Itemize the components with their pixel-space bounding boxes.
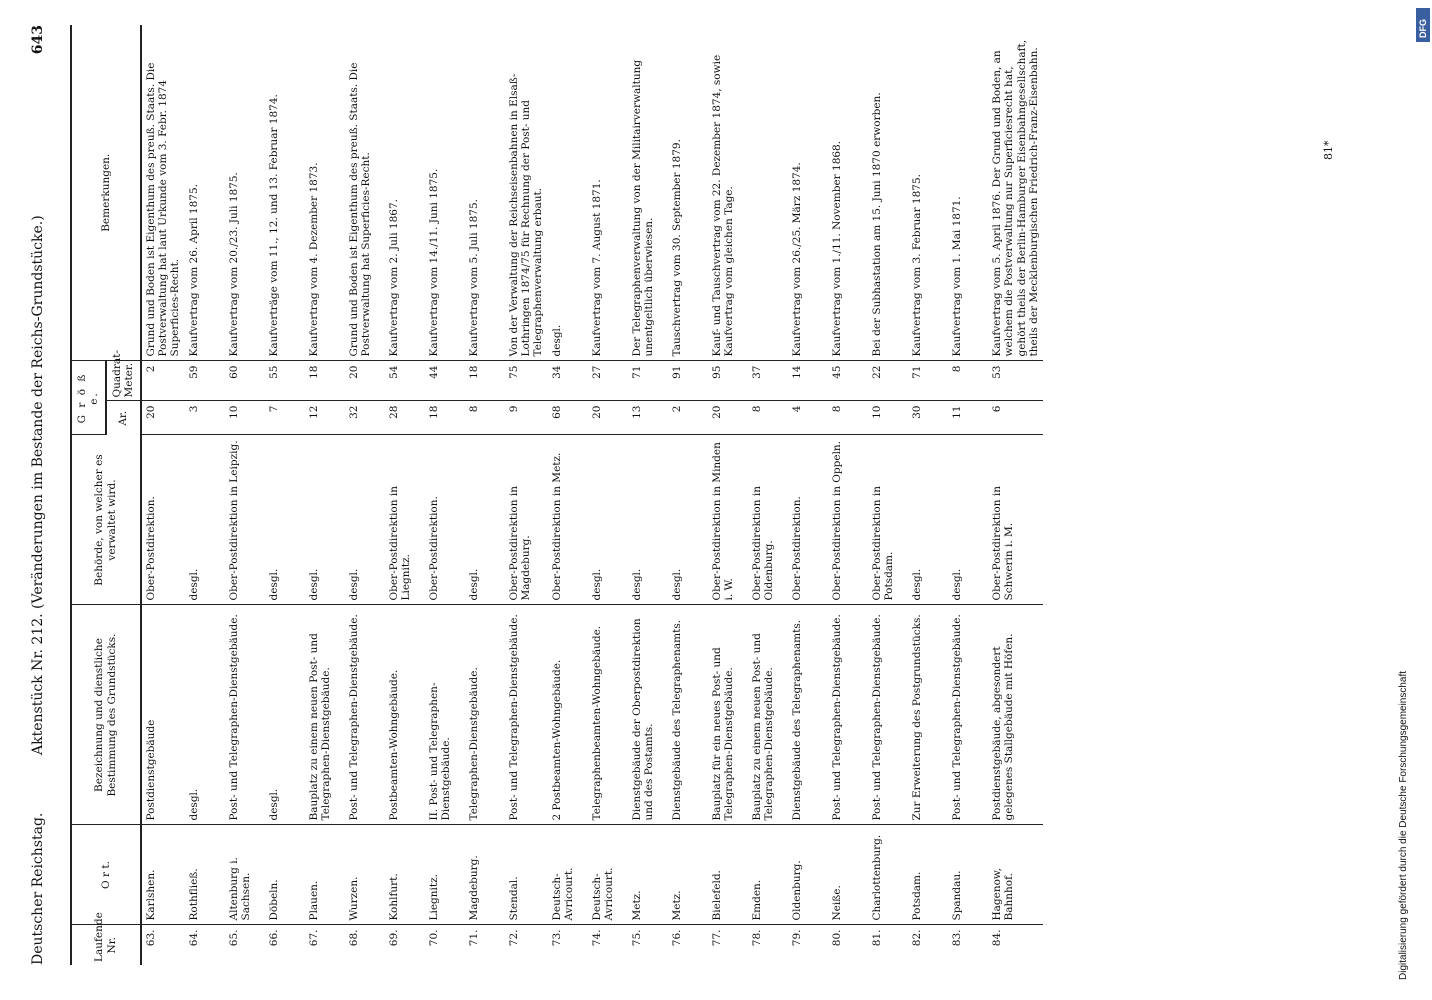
cell-ort: Neiße.	[828, 825, 868, 925]
cell-qm: 53	[988, 361, 1044, 401]
cell-nr: 68.	[347, 929, 360, 947]
cell-bezeichnung: Telegraphenbeamten-Wohngebäude.	[588, 605, 628, 825]
table-row	[948, 25, 988, 965]
cell-nr: 73.	[550, 929, 563, 947]
cell-bemerkungen	[748, 25, 788, 361]
side-note-text: Digitalisierung gefördert durch die Deutsche Forschungsgemeinschaft	[1398, 670, 1409, 980]
cell-behoerde: Ober-Postdirektion.	[425, 435, 465, 605]
cell-ar: 12	[305, 401, 345, 435]
cell-qm: 54	[385, 361, 425, 401]
cell-ar: 10	[868, 401, 908, 435]
cell-bezeichnung: Zur Erweiterung des Postgrundstücks.	[908, 605, 948, 825]
table-row	[828, 25, 868, 965]
cell-nr: 79.	[790, 929, 803, 947]
cell-ort: Spandau.	[948, 825, 988, 925]
table-body	[141, 25, 1044, 965]
cell-ort: Döbeln.	[265, 825, 305, 925]
cell-ar: 8	[828, 401, 868, 435]
table-row	[385, 25, 425, 965]
cell-qm: 18	[305, 361, 345, 401]
cell-nr: 83.	[950, 929, 963, 947]
cell-behoerde: desgl.	[305, 435, 345, 605]
cell-ort: Charlottenburg.	[868, 825, 908, 925]
cell-ar: 8	[748, 401, 788, 435]
cell-nr: 81.	[870, 929, 883, 947]
cell-bemerkungen: desgl.	[548, 25, 588, 361]
cell-ar: 3	[185, 401, 225, 435]
cell-qm: 60	[225, 361, 265, 401]
col-header-ort: O r t.	[71, 825, 141, 925]
cell-nr: 77.	[710, 929, 723, 947]
cell-behoerde: desgl.	[668, 435, 708, 605]
cell-ort: Rothfließ.	[185, 825, 225, 925]
table-row	[345, 25, 385, 965]
cell-ar: 20	[708, 401, 748, 435]
cell-bezeichnung: Postdienstgebäude	[141, 605, 185, 825]
cell-behoerde: Ober-Postdirektion in Minden i. W.	[708, 435, 748, 605]
cell-qm: 71	[628, 361, 668, 401]
page-number: 643	[30, 25, 46, 55]
table-header-row	[71, 25, 106, 965]
cell-qm: 14	[788, 361, 828, 401]
cell-bezeichnung: Post- und Telegraphen-Dienstgebäude.	[345, 605, 385, 825]
cell-behoerde: desgl.	[185, 435, 225, 605]
cell-behoerde: Ober-Postdirektion in Schwerin i. M.	[988, 435, 1044, 605]
cell-bemerkungen: Kaufvertrag vom 20./23. Juli 1875.	[225, 25, 265, 361]
cell-behoerde: desgl.	[908, 435, 948, 605]
cell-ar: 13	[628, 401, 668, 435]
cell-ort: Deutsch-Avricourt.	[548, 825, 588, 925]
cell-bemerkungen: Kaufvertrag vom 5. April 1876. Der Grund und Boden, an welchem die Postverwaltung nur Superficiesrecht hat, gehört theils der Berlin-Hamburger Eisenbahngesellschaft, theils der Mecklenburgischen Friedrich-Franz-Eisenbahn.	[988, 25, 1044, 361]
table-row	[988, 25, 1044, 965]
cell-nr: 82.	[910, 929, 923, 947]
cell-nr: 66.	[267, 929, 280, 947]
cell-qm: 34	[548, 361, 588, 401]
cell-ar: 68	[548, 401, 588, 435]
table-row	[748, 25, 788, 965]
cell-qm: 8	[948, 361, 988, 401]
table-row	[588, 25, 628, 965]
cell-ort: Deutsch-Avricourt.	[588, 825, 628, 925]
dfg-logo	[1416, 8, 1430, 42]
cell-behoerde: Ober-Postdirektion in Oldenburg.	[748, 435, 788, 605]
cell-behoerde: Ober-Postdirektion in Metz.	[548, 435, 588, 605]
cell-bezeichnung: Postbeamten-Wohngebäude.	[385, 605, 425, 825]
cell-behoerde: desgl.	[628, 435, 668, 605]
cell-nr: 80.	[830, 929, 843, 947]
cell-ar: 10	[225, 401, 265, 435]
side-note	[1398, 670, 1418, 1000]
col-header-bezeichnung: Bezeichnung und dienstliche Bestimmung des Grundstücks.	[71, 605, 141, 825]
cell-nr: 84.	[990, 929, 1003, 947]
cell-ort: Altenburg i. Sachsen.	[225, 825, 265, 925]
cell-qm: 59	[185, 361, 225, 401]
cell-bemerkungen: Kaufvertrag vom 26./25. März 1874.	[788, 25, 828, 361]
cell-behoerde: Ober-Postdirektion in Oppeln.	[828, 435, 868, 605]
cell-nr: 67.	[307, 929, 320, 947]
cell-bezeichnung: 2 Postbeamten-Wohngebäude.	[548, 605, 588, 825]
cell-nr: 71.	[467, 929, 480, 947]
cell-qm: 2	[141, 361, 185, 401]
header-left: Deutscher Reichstag.	[30, 812, 46, 965]
cell-behoerde: Ober-Postdirektion.	[141, 435, 185, 605]
cell-qm: 55	[265, 361, 305, 401]
cell-ort: Magdeburg.	[465, 825, 505, 925]
cell-qm: 20	[345, 361, 385, 401]
table-row	[185, 25, 225, 965]
cell-ar: 18	[425, 401, 465, 435]
cell-ar: 20	[588, 401, 628, 435]
rotated-document	[30, 25, 1300, 965]
table-row	[708, 25, 748, 965]
cell-nr: 63.	[144, 929, 157, 947]
cell-bemerkungen: Kaufvertrag vom 7. August 1871.	[588, 25, 628, 361]
cell-bezeichnung: desgl.	[265, 605, 305, 825]
cell-ar: 8	[465, 401, 505, 435]
cell-bezeichnung: Telegraphen-Dienstgebäude.	[465, 605, 505, 825]
header-title: Aktenstück Nr. 212. (Veränderungen im Bestande der Reichs-Grundstücke.)	[30, 215, 46, 755]
cell-bemerkungen: Tauschvertrag vom 30. September 1879.	[668, 25, 708, 361]
cell-bemerkungen: Kaufvertrag vom 2. Juli 1867.	[385, 25, 425, 361]
signature-mark: 81*	[1322, 140, 1335, 160]
cell-ar: 30	[908, 401, 948, 435]
cell-behoerde: Ober-Postdirektion in Potsdam.	[868, 435, 908, 605]
cell-ort: Metz.	[668, 825, 708, 925]
cell-qm: 22	[868, 361, 908, 401]
cell-qm: 18	[465, 361, 505, 401]
cell-ar: 4	[788, 401, 828, 435]
cell-ort: Potsdam.	[908, 825, 948, 925]
cell-ort: Emden.	[748, 825, 788, 925]
cell-bemerkungen: Kaufvertrag vom 5. Juli 1875.	[465, 25, 505, 361]
cell-ort: Wurzen.	[345, 825, 385, 925]
cell-bezeichnung: Dienstgebäude des Telegraphenamts.	[668, 605, 708, 825]
cell-ort: Bielefeld.	[708, 825, 748, 925]
cell-bemerkungen: Kaufvertrag vom 14./11. Juni 1875.	[425, 25, 465, 361]
cell-qm: 45	[828, 361, 868, 401]
cell-bemerkungen: Kaufvertrag vom 26. April 1875.	[185, 25, 225, 361]
cell-behoerde: desgl.	[265, 435, 305, 605]
col-header-nr: Laufende Nr.	[71, 925, 141, 965]
cell-bezeichnung: desgl.	[185, 605, 225, 825]
table-row	[788, 25, 828, 965]
cell-bemerkungen: Kaufvertrag vom 4. Dezember 1873.	[305, 25, 345, 361]
cell-nr: 64.	[187, 929, 200, 947]
table-row	[868, 25, 908, 965]
cell-bezeichnung: II. Post- und Telegraphen-Dienstgebäude.	[425, 605, 465, 825]
table-row	[548, 25, 588, 965]
table-row	[908, 25, 948, 965]
cell-bezeichnung: Bauplatz für ein neues Post- und Telegraphen-Dienstgebäude.	[708, 605, 748, 825]
cell-bezeichnung: Dienstgebäude des Telegraphenamts.	[788, 605, 828, 825]
table-row	[628, 25, 668, 965]
col-header-ar: Ar.	[106, 401, 141, 435]
cell-qm: 27	[588, 361, 628, 401]
cell-bemerkungen: Kaufvertrag vom 1. Mai 1871.	[948, 25, 988, 361]
cell-bezeichnung: Postdienstgebäude, abgesondert gelegenes Stallgebäude mit Höfen.	[988, 605, 1044, 825]
cell-bemerkungen: Grund und Boden ist Eigenthum des preuß. Staats. Die Postverwaltung hat Superficies-Recht.	[345, 25, 385, 361]
table-row	[305, 25, 345, 965]
cell-ar: 28	[385, 401, 425, 435]
cell-nr: 65.	[227, 929, 240, 947]
cell-ort: Karlshen.	[141, 825, 185, 925]
cell-behoerde: Ober-Postdirektion.	[788, 435, 828, 605]
cell-ar: 32	[345, 401, 385, 435]
cell-ar: 20	[141, 401, 185, 435]
cell-qm: 44	[425, 361, 465, 401]
cell-bemerkungen: Kaufvertrag vom 3. Februar 1875.	[908, 25, 948, 361]
cell-qm: 95	[708, 361, 748, 401]
table-row	[668, 25, 708, 965]
cell-ar: 6	[988, 401, 1044, 435]
cell-bemerkungen: Der Telegraphenverwaltung von der Militairverwaltung unentgeltlich überwiesen.	[628, 25, 668, 361]
cell-bezeichnung: Bauplatz zu einem neuen Post- und Telegraphen-Dienstgebäude.	[305, 605, 345, 825]
cell-ort: Metz.	[628, 825, 668, 925]
cell-nr: 78.	[750, 929, 763, 947]
cell-ort: Plauen.	[305, 825, 345, 925]
cell-bezeichnung: Post- und Telegraphen-Dienstgebäude.	[868, 605, 908, 825]
cell-ar: 11	[948, 401, 988, 435]
cell-bezeichnung: Post- und Telegraphen-Dienstgebäude.	[828, 605, 868, 825]
cell-ort: Liegnitz.	[425, 825, 465, 925]
cell-behoerde: Ober-Postdirektion in Magdeburg.	[505, 435, 548, 605]
cell-bezeichnung: Dienstgebäude der Oberpostdirektion und des Postamts.	[628, 605, 668, 825]
cell-nr: 69.	[387, 929, 400, 947]
cell-behoerde: desgl.	[948, 435, 988, 605]
col-header-bemerkungen: Bemerkungen.	[71, 25, 141, 361]
cell-bemerkungen: Bei der Subhastation am 15. Juni 1870 erworben.	[868, 25, 908, 361]
table-row	[425, 25, 465, 965]
cell-behoerde: Ober-Postdirektion in Liegnitz.	[385, 435, 425, 605]
cell-nr: 72.	[507, 929, 520, 947]
cell-bezeichnung: Post- und Telegraphen-Dienstgebäude.	[225, 605, 265, 825]
cell-ar: 2	[668, 401, 708, 435]
cell-behoerde: desgl.	[588, 435, 628, 605]
cell-bezeichnung: Bauplatz zu einem neuen Post- und Telegraphen-Dienstgebäude.	[748, 605, 788, 825]
cell-qm: 71	[908, 361, 948, 401]
cell-behoerde: desgl.	[465, 435, 505, 605]
cell-nr: 76.	[670, 929, 683, 947]
cell-qm: 75	[505, 361, 548, 401]
cell-bezeichnung: Post- und Telegraphen-Dienstgebäude.	[948, 605, 988, 825]
cell-ort: Kohlfurt.	[385, 825, 425, 925]
cell-bemerkungen: Kaufverträge vom 11., 12. und 13. Februar 1874.	[265, 25, 305, 361]
cell-ar: 9	[505, 401, 548, 435]
grundstuecke-table	[70, 25, 1043, 965]
table-row	[465, 25, 505, 965]
col-header-groesse: G r ö ß e.	[71, 361, 106, 435]
cell-bemerkungen: Kauf- und Tauschvertrag vom 22. Dezember 1874, sowie Kaufvertrag vom gleichen Tage.	[708, 25, 748, 361]
cell-ort: Oldenburg.	[788, 825, 828, 925]
cell-bemerkungen: Kaufvertrag vom 1./11. November 1868.	[828, 25, 868, 361]
cell-bemerkungen: Grund und Boden ist Eigenthum des preuß. Staats. Die Postverwaltung hat laut Urkunde vom 3. Febr. 1874 Superficies-Recht.	[141, 25, 185, 361]
cell-nr: 70.	[427, 929, 440, 947]
dfg-logo-text: DFG	[1418, 19, 1428, 38]
table-row	[225, 25, 265, 965]
col-header-behoerde: Behörde, von welcher es verwaltet wird.	[71, 435, 141, 605]
col-header-qm: Quadrat-Meter.	[106, 361, 141, 401]
cell-behoerde: desgl.	[345, 435, 385, 605]
cell-nr: 75.	[630, 929, 643, 947]
table-row	[265, 25, 305, 965]
cell-nr: 74.	[590, 929, 603, 947]
cell-behoerde: Ober-Postdirektion in Leipzig.	[225, 435, 265, 605]
cell-ort: Hagenow, Bahnhof.	[988, 825, 1044, 925]
table-row	[505, 25, 548, 965]
cell-qm: 37	[748, 361, 788, 401]
cell-bezeichnung: Post- und Telegraphen-Dienstgebäude.	[505, 605, 548, 825]
cell-ar: 7	[265, 401, 305, 435]
cell-qm: 91	[668, 361, 708, 401]
table-row	[141, 25, 185, 965]
cell-ort: Stendal.	[505, 825, 548, 925]
cell-bemerkungen: Von der Verwaltung der Reichseisenbahnen in Elsaß-Lothringen 1874/75 für Rechnung der Post- und Telegraphenverwaltung erbaut.	[505, 25, 548, 361]
